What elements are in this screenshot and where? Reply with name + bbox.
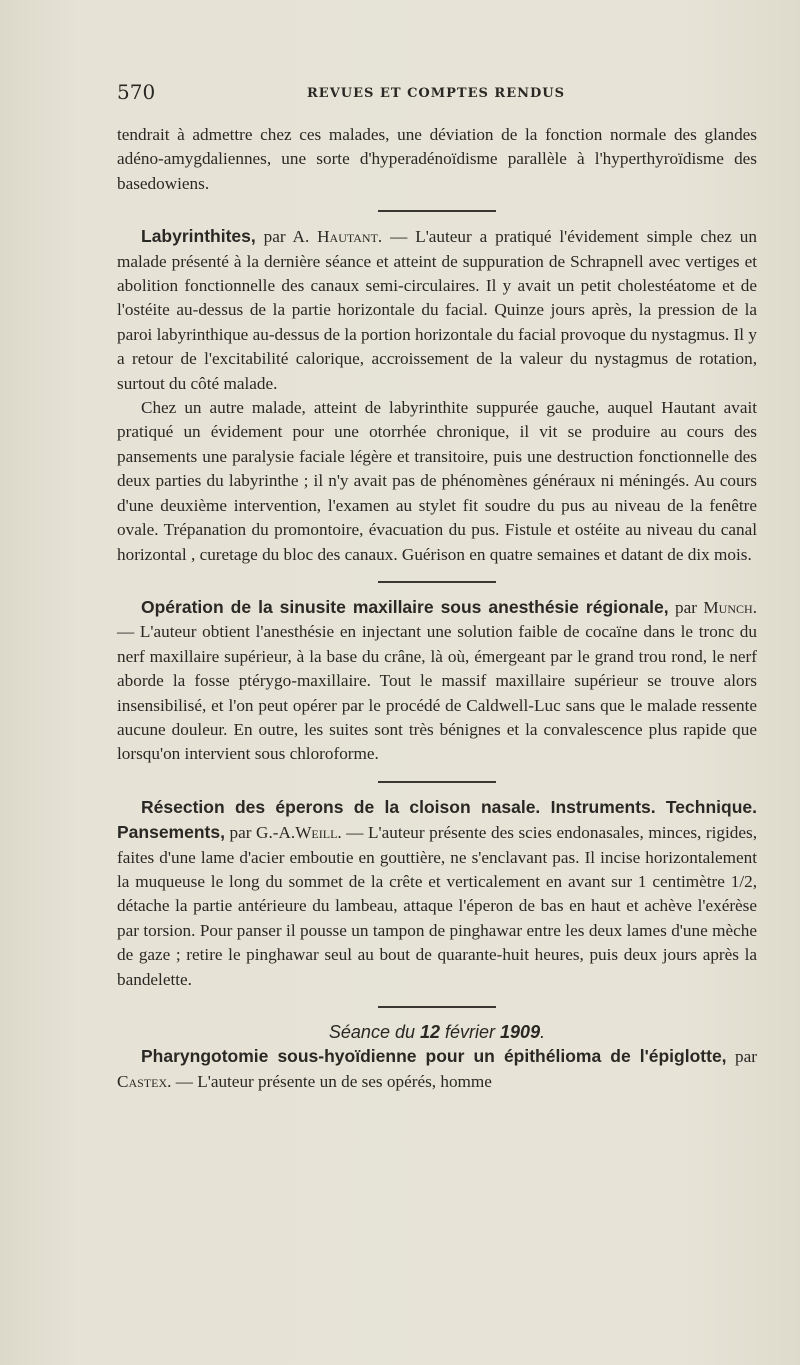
article-text: . — L'auteur présente des scies endonasales, minces, rigides, faites d'une lame d'acier emboutie en gouttière, ne s'enclavant pas. Il incise horizontalement la muqueuse le long du sommet de la crête et verticalement en avant sur 1 centimètre 1/2, détache la partie antérieure du lambeau, attaque l'éperon de bas en haut et achève l'exérèse par torsion. Pour panser il pousse un tampon de pinghawar entre les deux lames d'une mèche de gaze ; retire le pinghawar seul au bout de quarante-huit heures, puis deux jours après la bandelette. <box>117 823 757 989</box>
article-author: Castex <box>117 1071 168 1091</box>
article-title: Labyrinthites, <box>141 226 256 247</box>
page-body <box>117 123 757 1094</box>
article-resection <box>117 795 757 992</box>
running-head: REVUES ET COMPTES RENDUS <box>307 86 565 101</box>
article-text: . — L'auteur a pratiqué l'évidement simple chez un malade présenté à la dernière séance et atteint de suppuration de Schrapnell avec vertiges et abolition fonctionnelle des canaux semi-circulaires. Il y avait un petit cholestéatome et de l'ostéite au-dessus de la partie horizontale du facial. Quinze jours après, la pression de la paroi labyrinthique au-dessus de la portion horizontale du facial provoque du nystagmus. Il y a retour de l'excitabilité calorique, accroissement de la valeur du nystagmus de rotation, surtout du côté malade. <box>117 227 757 393</box>
section-divider <box>378 210 496 212</box>
article-byline: par <box>668 597 704 617</box>
section-divider <box>378 1006 496 1008</box>
article-sinusite <box>117 595 757 767</box>
seance-date <box>117 1020 757 1044</box>
article-labyrinthites-continued: Chez un autre malade, atteint de labyrinthite suppurée gauche, auquel Hautant avait pratiqué un évidement pour une otorrhée chronique, il vit se produire au cours des pansements une paralysie faciale légère et transitoire, puis une destruction fonctionnelle des deux parties du labyrinthe ; il n'y avait pas de phénomènes généraux ni méningés. Au cours d'une deuxième intervention, l'examen au stylet fit soudre du pus au niveau de la fenêtre ovale. Trépanation du promontoire, évacuation du pus. Fistule et ostéite au niveau du canal horizontal , curetage du bloc des canaux. Guérison en quatre semaines et datant de dix mois. <box>117 398 757 564</box>
article-byline: par G.-A. <box>224 823 296 843</box>
article-title: Résection des éperons de la cloison nasale. Instruments. Technique. Pansements, <box>117 796 757 843</box>
paragraph-intro: tendrait à admettre chez ces malades, une déviation de la fonction normale des glandes adéno-amygdaliennes, une sorte d'hyperadénoïdisme parallèle à l'hyperthyroïdisme des basedowiens. <box>117 125 757 193</box>
article-text: . — L'auteur présente un de ses opérés, homme <box>167 1071 492 1091</box>
article-pharyngotomie <box>117 1044 757 1094</box>
article-author: Hautant <box>317 227 378 247</box>
section-divider <box>378 781 496 783</box>
seance-prefix: Séance du <box>328 1022 420 1042</box>
seance-day: 12 <box>419 1022 441 1042</box>
article-author: Weill <box>295 823 338 843</box>
seance-suffix: . <box>540 1022 546 1042</box>
seance-year: 1909 <box>500 1022 541 1042</box>
page-header <box>117 80 757 110</box>
seance-month: février <box>440 1022 501 1042</box>
article-byline: par <box>726 1047 757 1067</box>
page-number: 570 <box>117 80 156 104</box>
article-title: Pharyngotomie sous-hyoïdienne pour un épithélioma de l'épiglotte, <box>141 1046 727 1067</box>
article-text: . — L'auteur obtient l'anesthésie en injectant une solution faible de cocaïne dans le tronc du nerf maxillaire supérieur, à la base du crâne, là où, émergeant par le grand trou rond, le nerf aborde la fosse ptérygo-maxillaire. Tout le massif maxillaire supérieur se trouve alors insensibilisé, et l'on peut opérer par le procédé de Caldwell-Luc sans que le malade ressente aucune douleur. En outre, les suites sont très bénignes et la convalescence plus rapide que lorsqu'on intervient sous chloroforme. <box>117 597 757 764</box>
article-author: Munch <box>703 597 753 617</box>
article-labyrinthites <box>117 224 757 396</box>
article-byline: par A. <box>255 227 318 247</box>
section-divider <box>378 581 496 583</box>
article-title: Opération de la sinusite maxillaire sous anesthésie régionale, <box>141 596 669 617</box>
